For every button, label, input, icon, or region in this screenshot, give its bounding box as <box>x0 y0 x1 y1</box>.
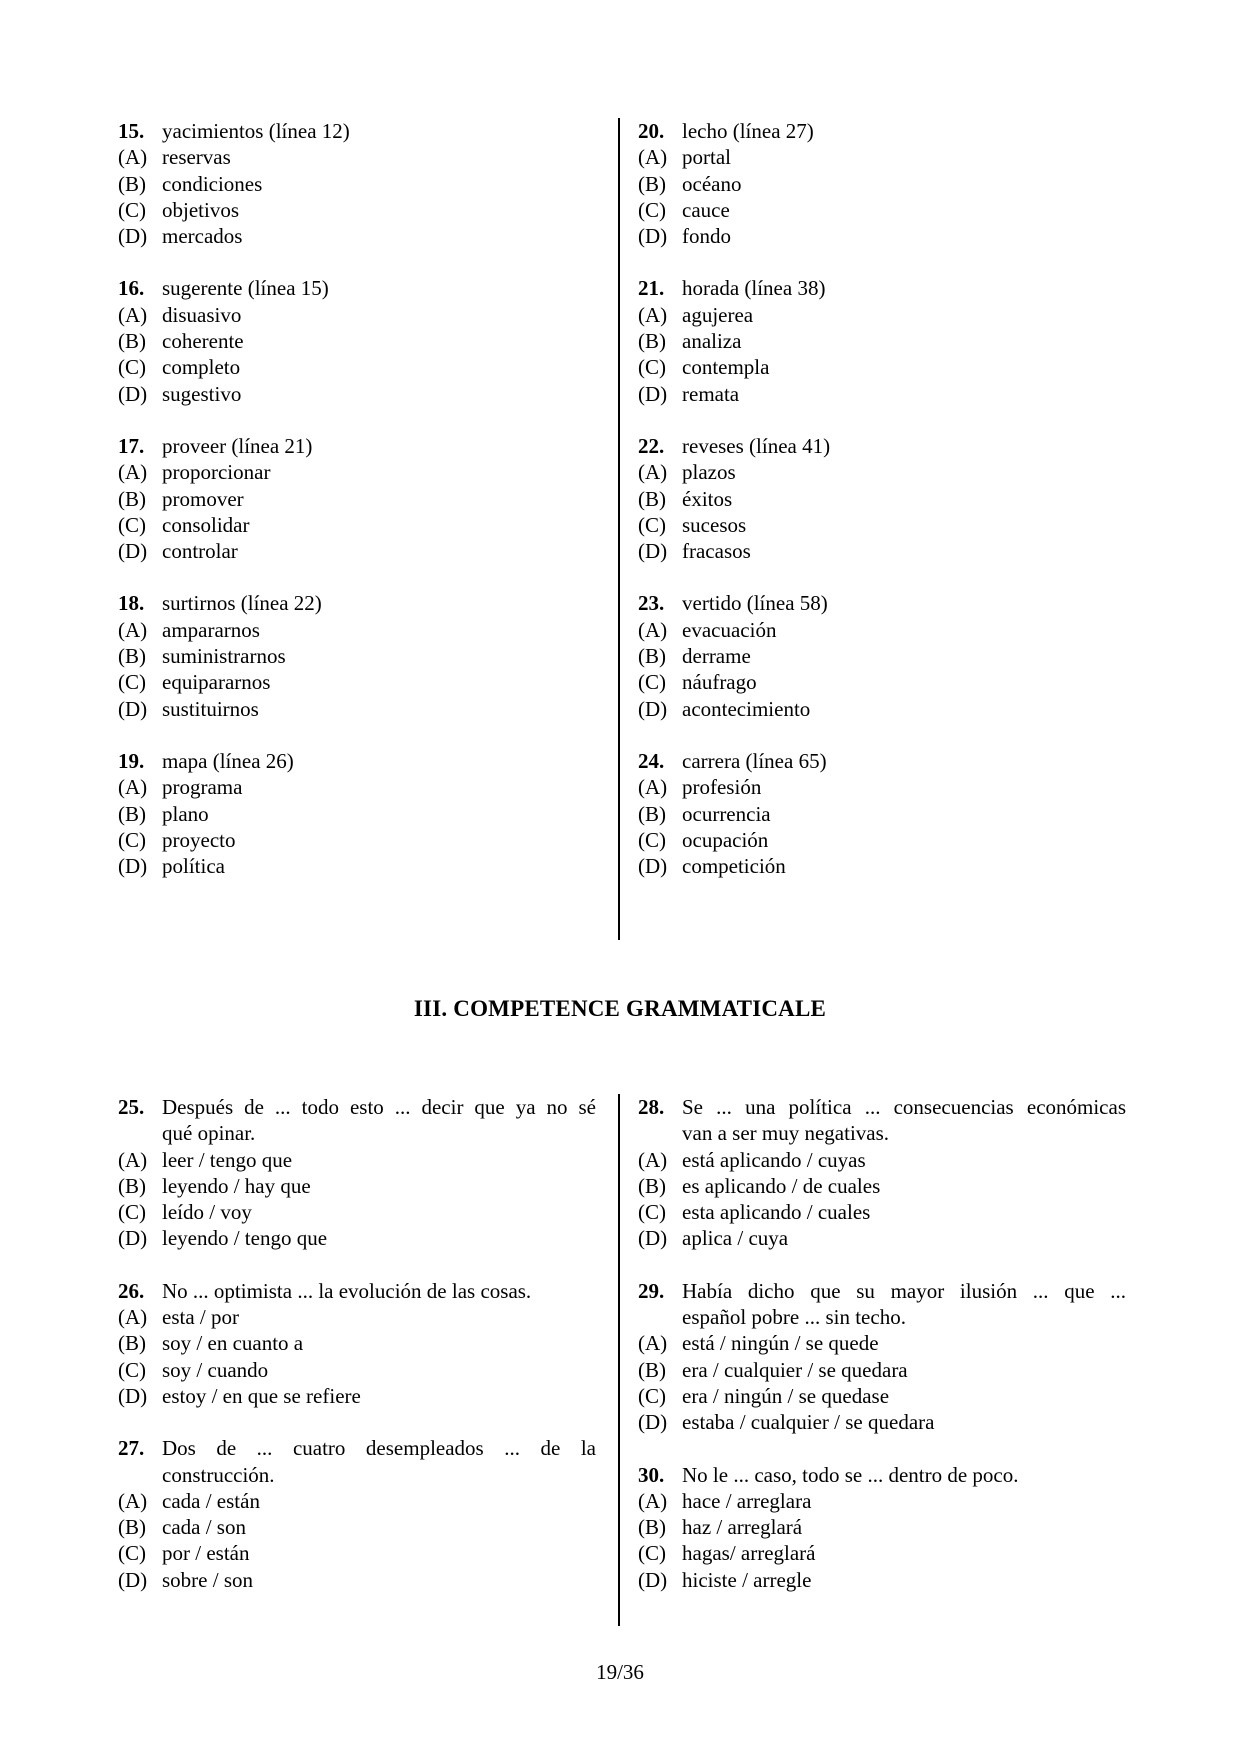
option-letter: (D) <box>118 1567 148 1592</box>
option-text: objetivos <box>162 197 239 222</box>
question-prompt <box>638 748 1128 774</box>
option-letter: (A) <box>118 302 148 327</box>
answer-option <box>638 1383 1126 1409</box>
option-letter: (A) <box>638 145 668 170</box>
question-prompt-text: No ... optimista ... la evolución de las cosas. <box>162 1278 532 1303</box>
answer-option <box>118 853 592 879</box>
answer-option <box>638 643 1128 669</box>
answer-option <box>638 1199 1126 1225</box>
question-prompt-text: Dos de ... cuatro desempleados ... de la <box>162 1436 596 1461</box>
question-prompt <box>638 1094 1126 1120</box>
question-prompt <box>118 590 592 616</box>
option-text: coherente <box>162 329 244 354</box>
question-number: 17. <box>118 433 145 458</box>
answer-option <box>118 486 592 512</box>
question-item <box>118 1435 596 1593</box>
answer-option <box>118 1225 596 1251</box>
question-number: 15. <box>118 119 145 143</box>
question-prompt <box>638 590 1128 616</box>
option-letter: (B) <box>118 801 146 826</box>
option-text: portal <box>682 145 731 170</box>
option-letter: (B) <box>118 644 146 669</box>
question-item <box>638 1462 1126 1593</box>
question-item <box>118 433 592 564</box>
option-text: esta / por <box>162 1305 239 1330</box>
answer-option <box>118 302 592 328</box>
question-item <box>118 275 592 406</box>
bottom-left-column <box>118 1094 596 1593</box>
answer-option <box>638 853 1128 879</box>
question-item <box>638 590 1128 721</box>
option-letter: (A) <box>638 775 668 800</box>
option-letter: (D) <box>638 1567 668 1592</box>
question-item <box>118 1094 596 1252</box>
option-letter: (D) <box>118 696 148 721</box>
option-letter: (C) <box>638 1383 666 1408</box>
option-text: hagas/ arreglará <box>682 1541 816 1566</box>
top-right-column <box>638 118 1128 879</box>
question-prompt-text: carrera (línea 65) <box>682 748 827 773</box>
option-letter: (A) <box>118 617 148 642</box>
top-left-column <box>118 118 592 879</box>
option-text: completo <box>162 355 241 380</box>
question-prompt-text: sugerente (línea 15) <box>162 276 329 301</box>
option-text: remata <box>682 381 740 406</box>
question-item <box>638 433 1128 564</box>
option-letter: (A) <box>118 1305 148 1330</box>
answer-option <box>118 643 592 669</box>
bottom-column-divider <box>618 1094 620 1626</box>
option-text: leyendo / tengo que <box>162 1226 328 1251</box>
answer-option <box>118 801 592 827</box>
option-text: sobre / son <box>162 1567 253 1592</box>
question-number: 20. <box>638 119 665 143</box>
option-letter: (B) <box>118 171 146 196</box>
option-letter: (A) <box>638 1147 668 1172</box>
question-item <box>638 118 1128 249</box>
question-prompt-text: Después de ... todo esto ... decir que ya no sé <box>162 1095 596 1119</box>
option-text: disuasivo <box>162 302 242 327</box>
answer-option <box>118 774 592 800</box>
option-letter: (B) <box>638 329 666 354</box>
question-number: 24. <box>638 748 665 773</box>
option-letter: (C) <box>638 355 666 380</box>
answer-option <box>118 617 592 643</box>
question-prompt-text: lecho (línea 27) <box>682 119 814 143</box>
question-number: 25. <box>118 1095 145 1119</box>
question-prompt <box>118 118 592 144</box>
option-letter: (B) <box>638 644 666 669</box>
option-letter: (C) <box>118 670 146 695</box>
option-letter: (D) <box>118 224 148 249</box>
option-letter: (A) <box>118 1488 148 1513</box>
answer-option <box>118 538 592 564</box>
option-text: está aplicando / cuyas <box>682 1147 866 1172</box>
question-prompt <box>118 1120 596 1146</box>
option-text: ampararnos <box>162 617 260 642</box>
option-letter: (D) <box>118 854 148 879</box>
option-text: proporcionar <box>162 460 271 485</box>
option-text: estaba / cualquier / se quedara <box>682 1410 935 1435</box>
option-text: sucesos <box>682 512 747 537</box>
question-prompt-text: qué opinar. <box>162 1121 256 1146</box>
question-prompt <box>118 433 592 459</box>
option-letter: (A) <box>118 1147 148 1172</box>
answer-option <box>638 1330 1126 1356</box>
option-letter: (D) <box>118 539 148 564</box>
answer-option <box>638 302 1128 328</box>
option-letter: (D) <box>638 1226 668 1251</box>
option-text: éxitos <box>682 486 733 511</box>
option-text: programa <box>162 775 243 800</box>
answer-option <box>638 223 1128 249</box>
question-number: 29. <box>638 1278 665 1303</box>
answer-option <box>638 486 1128 512</box>
question-prompt-text: español pobre ... sin techo. <box>682 1305 906 1330</box>
answer-option <box>118 328 592 354</box>
question-item <box>118 118 592 249</box>
option-text: suministrarnos <box>162 644 286 669</box>
option-text: era / ningún / se quedase <box>682 1383 890 1408</box>
option-letter: (C) <box>118 827 146 852</box>
question-prompt-text: surtirnos (línea 22) <box>162 591 322 616</box>
answer-option <box>638 1409 1126 1435</box>
option-text: leyendo / hay que <box>162 1173 311 1198</box>
option-text: hace / arreglara <box>682 1488 812 1513</box>
option-letter: (D) <box>118 381 148 406</box>
answer-option <box>118 1540 596 1566</box>
option-text: era / cualquier / se quedara <box>682 1357 908 1382</box>
question-item <box>638 1094 1126 1252</box>
option-text: fondo <box>682 224 731 249</box>
answer-option <box>638 1147 1126 1173</box>
answer-option <box>638 669 1128 695</box>
option-letter: (C) <box>118 355 146 380</box>
option-letter: (D) <box>638 224 668 249</box>
answer-option <box>638 1225 1126 1251</box>
option-letter: (B) <box>638 171 666 196</box>
option-text: sustituirnos <box>162 696 259 721</box>
section-title: III. COMPETENCE GRAMMATICALE <box>413 996 827 1021</box>
option-letter: (D) <box>638 854 668 879</box>
option-text: controlar <box>162 539 238 564</box>
top-column-divider <box>618 118 620 940</box>
answer-option <box>638 1514 1126 1540</box>
question-prompt <box>638 1278 1126 1304</box>
option-letter: (B) <box>638 801 666 826</box>
question-item <box>118 590 592 721</box>
question-prompt-text: van a ser muy negativas. <box>682 1121 890 1146</box>
question-item <box>638 275 1128 406</box>
option-letter: (C) <box>118 512 146 537</box>
question-prompt-text: Había dicho que su mayor ilusión ... que ... <box>682 1278 1126 1303</box>
option-text: sugestivo <box>162 381 242 406</box>
option-letter: (C) <box>638 197 666 222</box>
question-prompt <box>638 118 1128 144</box>
answer-option <box>638 144 1128 170</box>
option-letter: (C) <box>638 1200 666 1225</box>
option-letter: (A) <box>118 460 148 485</box>
answer-option <box>118 171 592 197</box>
question-prompt-text: horada (línea 38) <box>682 276 826 301</box>
option-text: fracasos <box>682 539 751 564</box>
question-prompt <box>638 1304 1126 1330</box>
option-letter: (D) <box>118 1383 148 1408</box>
answer-option <box>638 827 1128 853</box>
option-letter: (C) <box>638 670 666 695</box>
question-prompt-text: No le ... caso, todo se ... dentro de poco. <box>682 1462 1019 1487</box>
question-prompt-text: vertido (línea 58) <box>682 591 828 616</box>
option-letter: (B) <box>118 1515 146 1540</box>
option-text: proyecto <box>162 827 236 852</box>
answer-option <box>638 1540 1126 1566</box>
question-prompt-text: Se ... una política ... consecuencias económicas <box>682 1095 1126 1119</box>
option-letter: (B) <box>638 1515 666 1540</box>
question-prompt-text: yacimientos (línea 12) <box>162 119 350 143</box>
option-text: consolidar <box>162 512 250 537</box>
answer-option <box>118 696 592 722</box>
option-letter: (C) <box>638 827 666 852</box>
option-letter: (B) <box>118 1331 146 1356</box>
option-letter: (A) <box>118 775 148 800</box>
answer-option <box>118 1567 596 1593</box>
answer-option <box>118 144 592 170</box>
option-text: profesión <box>682 775 762 800</box>
option-letter: (C) <box>638 1541 666 1566</box>
question-number: 23. <box>638 591 665 616</box>
answer-option <box>638 381 1128 407</box>
option-text: leer / tengo que <box>162 1147 293 1172</box>
answer-option <box>638 1173 1126 1199</box>
question-prompt <box>638 275 1128 301</box>
option-text: reservas <box>162 145 231 170</box>
question-number: 21. <box>638 276 665 301</box>
answer-option <box>118 223 592 249</box>
option-text: agujerea <box>682 302 754 327</box>
answer-option <box>118 1199 596 1225</box>
option-letter: (B) <box>118 329 146 354</box>
option-text: plazos <box>682 460 736 485</box>
option-text: acontecimiento <box>682 696 811 721</box>
page-number: 19/36 <box>596 1660 644 1684</box>
option-text: analiza <box>682 329 742 354</box>
answer-option <box>638 171 1128 197</box>
answer-option <box>638 512 1128 538</box>
question-number: 22. <box>638 433 665 458</box>
option-letter: (A) <box>638 1488 668 1513</box>
option-letter: (D) <box>638 696 668 721</box>
option-text: cada / están <box>162 1488 260 1513</box>
option-text: competición <box>682 854 786 879</box>
option-text: plano <box>162 801 209 826</box>
question-prompt <box>638 1462 1126 1488</box>
answer-option <box>638 1488 1126 1514</box>
answer-option <box>638 801 1128 827</box>
question-prompt-text: mapa (línea 26) <box>162 748 294 773</box>
answer-option <box>638 538 1128 564</box>
question-number: 16. <box>118 276 145 301</box>
bottom-right-column <box>638 1094 1126 1593</box>
answer-option <box>118 1357 596 1383</box>
option-text: hiciste / arregle <box>682 1567 812 1592</box>
question-prompt-text: proveer (línea 21) <box>162 433 313 458</box>
option-text: mercados <box>162 224 243 249</box>
option-text: aplica / cuya <box>682 1226 789 1251</box>
question-prompt <box>118 1435 596 1461</box>
answer-option <box>118 459 592 485</box>
answer-option <box>638 696 1128 722</box>
option-letter: (C) <box>638 512 666 537</box>
option-letter: (A) <box>638 460 668 485</box>
option-text: náufrago <box>682 670 757 695</box>
answer-option <box>118 1173 596 1199</box>
option-text: está / ningún / se quede <box>682 1331 879 1356</box>
answer-option <box>638 617 1128 643</box>
question-number: 30. <box>638 1462 665 1487</box>
question-prompt <box>638 1120 1126 1146</box>
option-letter: (B) <box>118 1173 146 1198</box>
question-item <box>638 748 1128 879</box>
answer-option <box>118 1488 596 1514</box>
option-text: esta aplicando / cuales <box>682 1200 871 1225</box>
answer-option <box>118 381 592 407</box>
option-letter: (D) <box>118 1226 148 1251</box>
option-letter: (A) <box>638 1331 668 1356</box>
question-prompt <box>118 275 592 301</box>
answer-option <box>118 1330 596 1356</box>
question-number: 26. <box>118 1278 145 1303</box>
option-text: cada / son <box>162 1515 246 1540</box>
option-text: promover <box>162 486 244 511</box>
question-prompt-text: construcción. <box>162 1462 275 1487</box>
question-item <box>638 1278 1126 1436</box>
question-prompt <box>118 748 592 774</box>
answer-option <box>638 328 1128 354</box>
option-letter: (D) <box>638 1410 668 1435</box>
option-text: contempla <box>682 355 770 380</box>
answer-option <box>638 1567 1126 1593</box>
question-number: 27. <box>118 1436 145 1461</box>
answer-option <box>118 827 592 853</box>
answer-option <box>638 459 1128 485</box>
option-letter: (C) <box>118 1541 146 1566</box>
answer-option <box>638 774 1128 800</box>
option-letter: (A) <box>638 617 668 642</box>
question-number: 18. <box>118 591 145 616</box>
option-text: ocurrencia <box>682 801 771 826</box>
option-letter: (C) <box>118 197 146 222</box>
question-prompt <box>118 1094 596 1120</box>
option-letter: (A) <box>118 145 148 170</box>
option-text: océano <box>682 171 742 196</box>
option-letter: (B) <box>118 486 146 511</box>
answer-option <box>118 354 592 380</box>
option-text: soy / en cuanto a <box>162 1331 304 1356</box>
question-item <box>118 1278 596 1409</box>
option-text: cauce <box>682 197 730 222</box>
answer-option <box>118 1304 596 1330</box>
answer-option <box>638 354 1128 380</box>
option-text: estoy / en que se refiere <box>162 1383 361 1408</box>
option-text: soy / cuando <box>162 1357 269 1382</box>
option-text: es aplicando / de cuales <box>682 1173 881 1198</box>
answer-option <box>118 1383 596 1409</box>
answer-option <box>118 197 592 223</box>
answer-option <box>118 1147 596 1173</box>
option-letter: (D) <box>638 381 668 406</box>
option-letter: (B) <box>638 486 666 511</box>
option-text: equipararnos <box>162 670 271 695</box>
question-item <box>118 748 592 879</box>
answer-option <box>118 1514 596 1540</box>
option-text: ocupación <box>682 827 769 852</box>
question-prompt <box>638 433 1128 459</box>
question-number: 19. <box>118 748 145 773</box>
question-number: 28. <box>638 1095 665 1119</box>
option-letter: (C) <box>118 1200 146 1225</box>
option-text: leído / voy <box>162 1200 252 1225</box>
answer-option <box>118 512 592 538</box>
answer-option <box>118 669 592 695</box>
option-text: por / están <box>162 1541 250 1566</box>
option-letter: (B) <box>638 1357 666 1382</box>
option-letter: (B) <box>638 1173 666 1198</box>
option-letter: (A) <box>638 302 668 327</box>
option-text: condiciones <box>162 171 263 196</box>
answer-option <box>638 197 1128 223</box>
option-letter: (D) <box>638 539 668 564</box>
option-text: evacuación <box>682 617 777 642</box>
option-text: política <box>162 854 225 879</box>
question-prompt-text: reveses (línea 41) <box>682 433 831 458</box>
question-prompt <box>118 1462 596 1488</box>
option-text: derrame <box>682 644 751 669</box>
question-prompt <box>118 1278 596 1304</box>
option-text: haz / arreglará <box>682 1515 803 1540</box>
answer-option <box>638 1357 1126 1383</box>
option-letter: (C) <box>118 1357 146 1382</box>
